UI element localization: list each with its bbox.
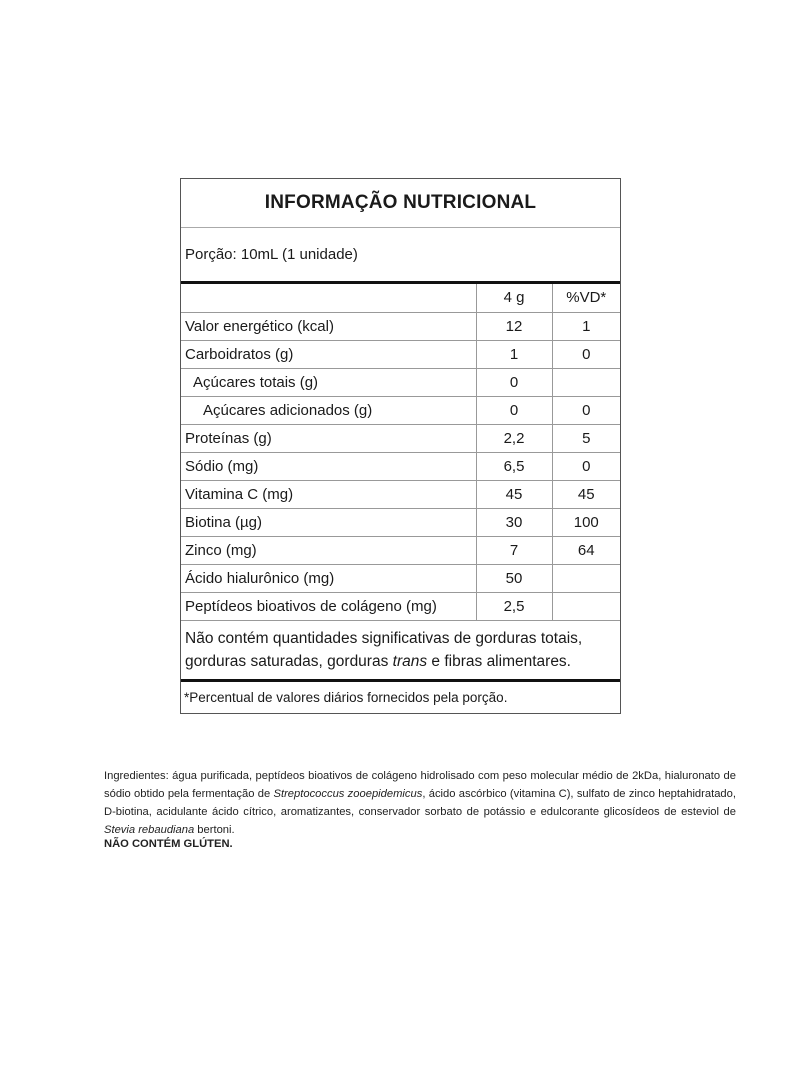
- nutrient-quantity: 0: [476, 368, 552, 396]
- table-row: [181, 368, 620, 396]
- table-row: [181, 508, 620, 536]
- nutrient-quantity: 6,5: [476, 452, 552, 480]
- nutrient-name: Peptídeos bioativos de colágeno (mg): [181, 592, 476, 620]
- table-row: [181, 452, 620, 480]
- gluten-warning: NÃO CONTÉM GLÚTEN.: [104, 838, 233, 850]
- ingredients-text: Ingredientes: água purificada, peptídeos bioativos de colágeno hidrolisado com peso molecular médio de 2kDa, hialuronato de sódio obtido pela fermentação de Streptococcus zooepidemicus, ácido ascórbico (vitamina C), sulfato de zinco heptahidratado, D-biotina, acidulante ácido cítrico, aromatizantes, conservador sorbato de potássio e edulcorante glicosídeos de esteviol de Stevia rebaudiana bertoni.: [104, 770, 736, 836]
- daily-value-footnote: *Percentual de valores diários fornecidos pela porção.: [184, 689, 508, 705]
- header-daily-value: %VD*: [552, 284, 620, 312]
- nutrient-name: Zinco (mg): [181, 536, 476, 564]
- header-quantity: 4 g: [476, 284, 552, 312]
- nutrient-name: Proteínas (g): [181, 424, 476, 452]
- nutrient-name: Carboidratos (g): [181, 340, 476, 368]
- table-row: [181, 340, 620, 368]
- portion-size: Porção: 10mL (1 unidade): [181, 228, 620, 284]
- nutrient-daily-value: 0: [552, 452, 620, 480]
- table-row: [181, 480, 620, 508]
- nutrient-quantity: 2,2: [476, 424, 552, 452]
- nutrient-daily-value: [552, 592, 620, 620]
- nutrient-quantity: 45: [476, 480, 552, 508]
- table-row: [181, 424, 620, 452]
- nutrient-quantity: 50: [476, 564, 552, 592]
- nutrition-facts-table: [180, 178, 621, 714]
- nutrient-daily-value: 64: [552, 536, 620, 564]
- nutrient-name: Açúcares totais (g): [181, 368, 476, 396]
- header-name: [181, 284, 476, 312]
- nutrient-daily-value: 1: [552, 312, 620, 340]
- nutrient-quantity: 12: [476, 312, 552, 340]
- table-row: [181, 592, 620, 620]
- table-title: INFORMAÇÃO NUTRICIONAL: [181, 179, 620, 228]
- nutrient-daily-value: [552, 368, 620, 396]
- nutrient-daily-value: [552, 564, 620, 592]
- table-row: [181, 536, 620, 564]
- trans-italic: trans: [392, 652, 428, 670]
- table-row: [181, 396, 620, 424]
- nutrient-quantity: 1: [476, 340, 552, 368]
- nutrient-daily-value: 0: [552, 340, 620, 368]
- nutrient-quantity: 30: [476, 508, 552, 536]
- nutrient-daily-value: 45: [552, 480, 620, 508]
- nutrient-name: Açúcares adicionados (g): [181, 396, 476, 424]
- nutrient-name: Vitamina C (mg): [181, 480, 476, 508]
- nutrient-name: Sódio (mg): [181, 452, 476, 480]
- nutrient-name: Biotina (µg): [181, 508, 476, 536]
- table-row: [181, 564, 620, 592]
- table-row: [181, 312, 620, 340]
- nutrient-table: [181, 284, 620, 621]
- column-header-row: [181, 284, 620, 312]
- nutrient-name: Ácido hialurônico (mg): [181, 564, 476, 592]
- nutrient-quantity: 2,5: [476, 592, 552, 620]
- nutrient-daily-value: 5: [552, 424, 620, 452]
- nutrient-note: Não contém quantidades significativas de gorduras totais, gorduras saturadas, gorduras trans e fibras alimentares.: [181, 621, 620, 682]
- nutrient-quantity: 0: [476, 396, 552, 424]
- nutrient-daily-value: 100: [552, 508, 620, 536]
- nutrient-quantity: 7: [476, 536, 552, 564]
- nutrient-daily-value: 0: [552, 396, 620, 424]
- nutrient-name: Valor energético (kcal): [181, 312, 476, 340]
